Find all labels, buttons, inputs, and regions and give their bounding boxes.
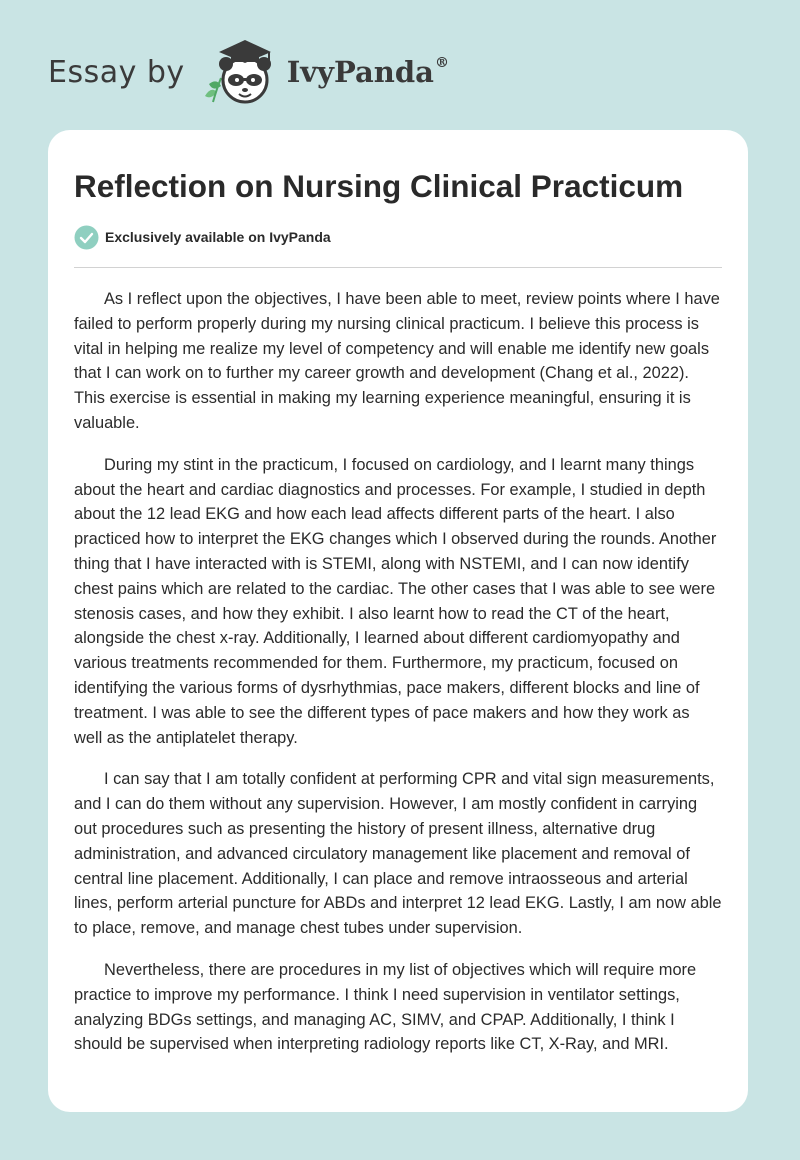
panda-graduate-icon <box>199 36 279 108</box>
registered-mark: ® <box>434 55 449 71</box>
essay-body <box>74 287 722 1057</box>
check-circle-icon <box>74 225 99 250</box>
paragraph: I can say that I am totally confident at performing CPR and vital sign measurements, and I can do them without any supervision. However, I am mostly confident in carrying out procedures such as presenting the history of present illness, alternative drug administration, and advanced circulatory management like placement and removal of central line placement. Additionally, I can place and remove intraosseous and arterial lines, perform arterial puncture for ABDs and interpret 12 lead EKG. Lastly, I am now able to place, remove, and manage chest tubes under supervision. <box>74 770 722 938</box>
brand-name-text: IvyPanda <box>286 55 434 89</box>
brand-header[interactable] <box>48 36 449 108</box>
essay-card <box>48 130 748 1112</box>
badge-label: Exclusively available on IvyPanda <box>105 229 331 245</box>
divider <box>74 267 722 268</box>
brand-name <box>287 55 449 89</box>
paragraph: As I reflect upon the objectives, I have been able to meet, review points where I have failed to perform properly during my nursing clinical practicum. I believe this process is vital in helping me realize my level of competency and will enable me identify new goals that I can work on to further my career growth and development (Chang et al., 2022). This exercise is essential in making my learning experience meaningful, ensuring it is valuable. <box>74 290 720 432</box>
brand-prefix: Essay by <box>48 54 185 90</box>
paragraph: During my stint in the practicum, I focused on cardiology, and I learnt many things about the heart and cardiac diagnostics and processes. For example, I studied in depth about the 12 lead EKG and how each lead affects different parts of the heart. I also practiced how to interpret the EKG changes which I observed during the rounds. Another thing that I have interacted with is STEMI, along with NSTEMI, and I can now identify chest pains which are related to the cardiac. The other cases that I was able to see were stenosis cases, and how they exhibit. I also learnt how to read the CT of the heart, alongside the chest x-ray. Additionally, I learned about different cardiomyopathy and various treatments recommended for them. Furthermore, my practicum, focused on identifying the various forms of dysrhythmias, pace makers, different blocks and line of treatment. I was able to see the different types of pace makers and how they work as well as the antiplatelet therapy. <box>74 455 717 747</box>
paragraph: Nevertheless, there are procedures in my list of objectives which will require more practice to improve my performance. I think I need supervision in ventilator settings, analyzing BDGs settings, and managing AC, SIMV, and CPAP. Additionally, I think I should be supervised when interpreting radiology reports like CT, X-Ray, and MRI. <box>74 960 697 1054</box>
page-title: Reflection on Nursing Clinical Practicum <box>74 168 684 204</box>
exclusive-badge <box>74 224 722 250</box>
